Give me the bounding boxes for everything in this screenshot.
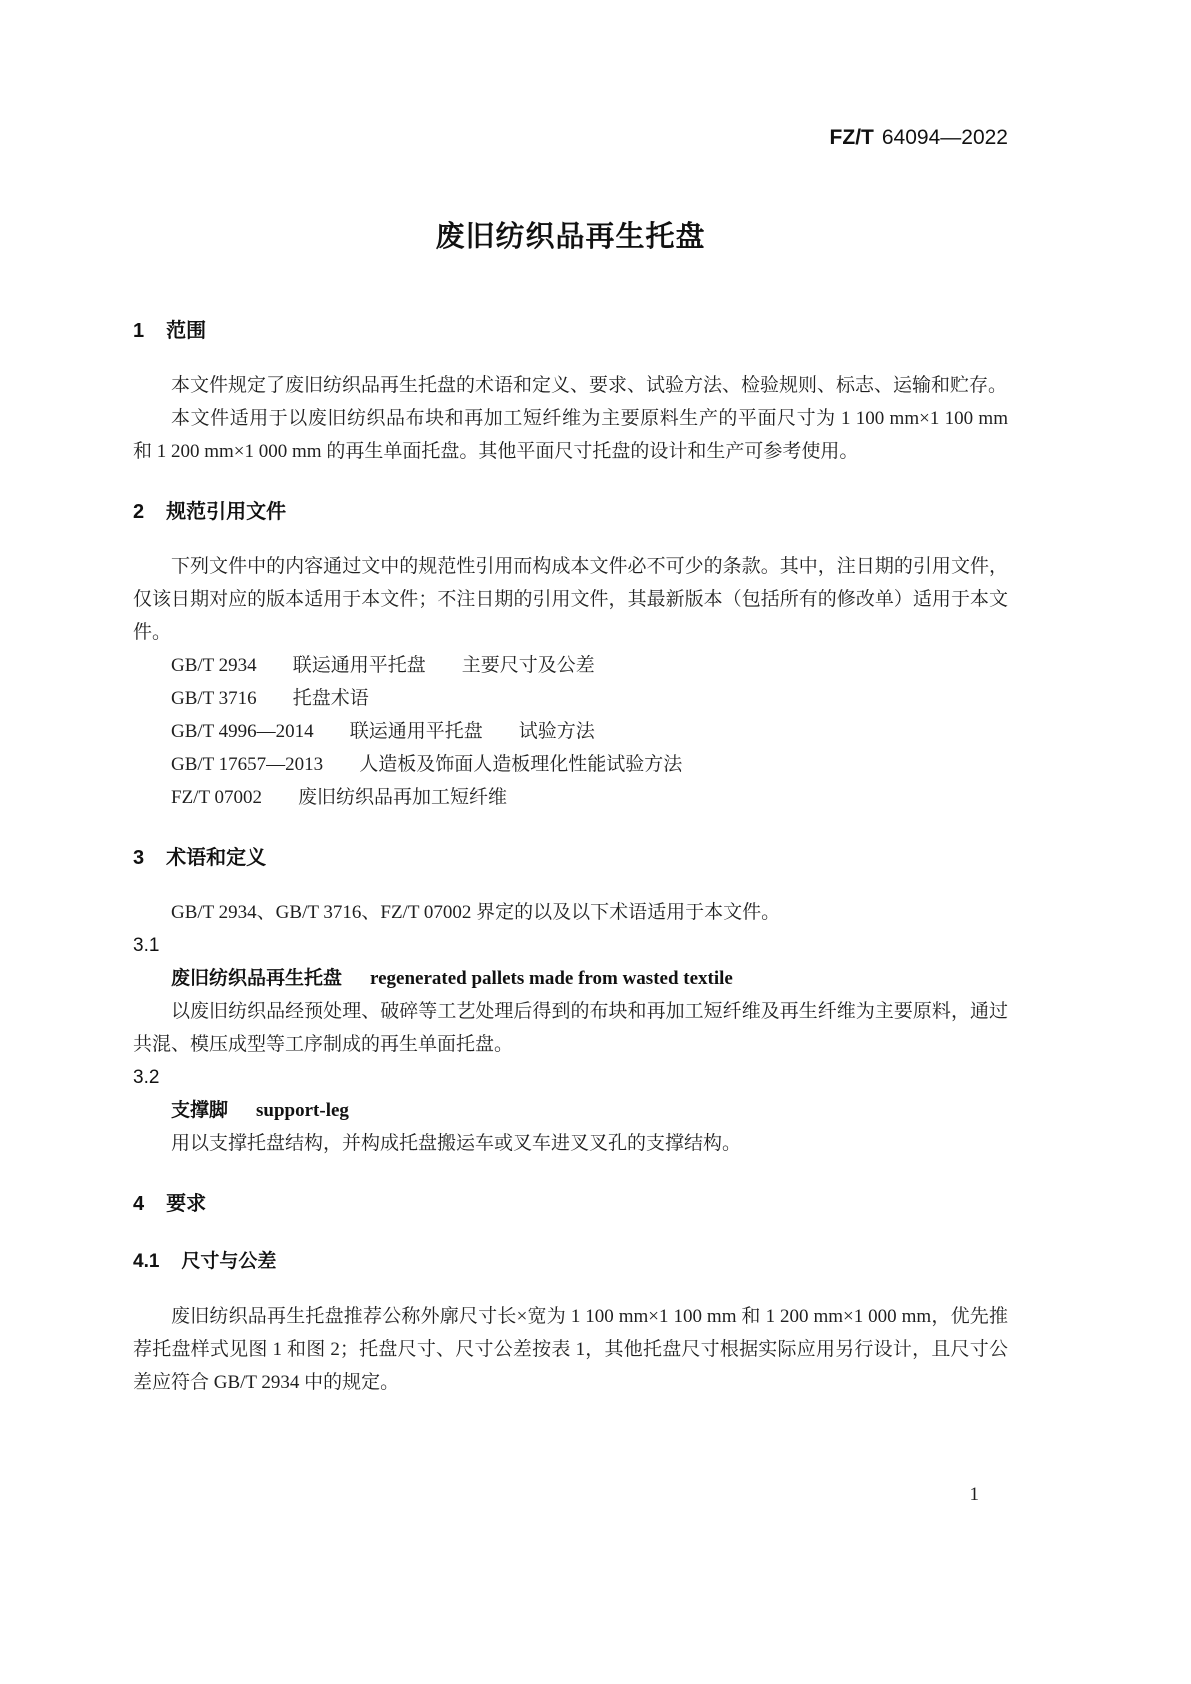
section-4-heading	[133, 1190, 1008, 1218]
reference-code: GB/T 3716	[171, 688, 257, 709]
term-en: support-leg	[256, 1100, 349, 1121]
paragraph-terms-intro: GB/T 2934、GB/T 3716、FZ/T 07002 界定的以及以下术语适用于本文件。	[171, 902, 781, 923]
term-zh: 支撑脚	[171, 1100, 229, 1121]
document-title: 废旧纺织品再生托盘	[435, 221, 706, 253]
doc-number	[133, 0, 1008, 150]
doc-number-value: 64094—2022	[881, 126, 1008, 149]
term-en: regenerated pallets made from wasted textile	[370, 968, 733, 989]
paragraph-scope-2: 本文件适用于以废旧纺织品布块和再加工短纤维为主要原料生产的平面尺寸为 1 100 mm×1 100 mm 和 1 200 mm×1 000 mm 的再生单面托盘。其他平面尺寸托盘的设计和生产可参考使用。	[133, 408, 1008, 462]
clause-number-3-1: 3.1	[133, 935, 160, 956]
term-entry-3-1	[133, 962, 1008, 995]
section-2-title: 规范引用文件	[166, 501, 287, 523]
content-column	[133, 0, 1008, 1399]
section-4-title: 要求	[166, 1193, 207, 1215]
paragraph-normative-refs-intro: 下列文件中的内容通过文中的规范性引用而构成本文件必不可少的条款。其中，注日期的引用文件，仅该日期对应的版本适用于本文件；不注日期的引用文件，其最新版本（包括所有的修改单）适用于本文件。	[133, 556, 1008, 643]
section-1-number: 1	[133, 320, 145, 342]
reference-title: 联运通用平托盘	[349, 721, 483, 742]
page-number: 1	[969, 1484, 979, 1505]
reference-title: 人造板及饰面人造板理化性能试验方法	[359, 754, 683, 775]
reference-subtitle: 主要尺寸及公差	[461, 655, 595, 676]
paragraph-dimensions: 废旧纺织品再生托盘推荐公称外廓尺寸长×宽为 1 100 mm×1 100 mm 和 1 200 mm×1 000 mm，优先推荐托盘样式见图 1 和图 2；托盘尺寸、尺寸公差按表 1，其他托盘尺寸根据实际应用另行设计，且尺寸公差应符合 GB/T 2934 中的规定。	[133, 1306, 1008, 1393]
section-4-1-heading	[133, 1248, 1008, 1276]
term-entry-3-2	[133, 1094, 1008, 1127]
reference-code: FZ/T 07002	[171, 787, 262, 808]
reference-code: GB/T 2934	[171, 655, 257, 676]
section-4-1-title: 尺寸与公差	[181, 1251, 277, 1272]
section-2-heading	[133, 498, 1008, 526]
section-1-title: 范围	[166, 320, 207, 342]
section-4-number: 4	[133, 1193, 145, 1215]
clause-number-3-2: 3.2	[133, 1067, 160, 1088]
section-3-heading	[133, 844, 1008, 872]
reference-item	[133, 781, 1008, 814]
section-4-1-number: 4.1	[133, 1251, 160, 1272]
reference-item	[133, 748, 1008, 781]
reference-subtitle: 试验方法	[518, 721, 595, 742]
reference-code: GB/T 4996—2014	[171, 721, 314, 742]
section-3-number: 3	[133, 847, 145, 869]
reference-item	[133, 682, 1008, 715]
reference-title: 废旧纺织品再加工短纤维	[297, 787, 507, 808]
section-1-heading	[133, 317, 1008, 345]
doc-number-prefix: FZ/T	[829, 126, 874, 149]
reference-item	[133, 649, 1008, 682]
term-definition-3-1: 以废旧纺织品经预处理、破碎等工艺处理后得到的布块和再加工短纤维及再生纤维为主要原料，通过共混、模压成型等工序制成的再生单面托盘。	[133, 1001, 1008, 1055]
paragraph-scope-1: 本文件规定了废旧纺织品再生托盘的术语和定义、要求、试验方法、检验规则、标志、运输和贮存。	[171, 375, 1008, 396]
term-definition-3-2: 用以支撑托盘结构，并构成托盘搬运车或叉车进叉叉孔的支撑结构。	[171, 1133, 742, 1154]
reference-code: GB/T 17657—2013	[171, 754, 324, 775]
reference-title: 托盘术语	[292, 688, 369, 709]
reference-title: 联运通用平托盘	[292, 655, 426, 676]
section-3-title: 术语和定义	[166, 847, 267, 869]
term-zh: 废旧纺织品再生托盘	[171, 968, 343, 989]
section-2-number: 2	[133, 501, 145, 523]
reference-item	[133, 715, 1008, 748]
